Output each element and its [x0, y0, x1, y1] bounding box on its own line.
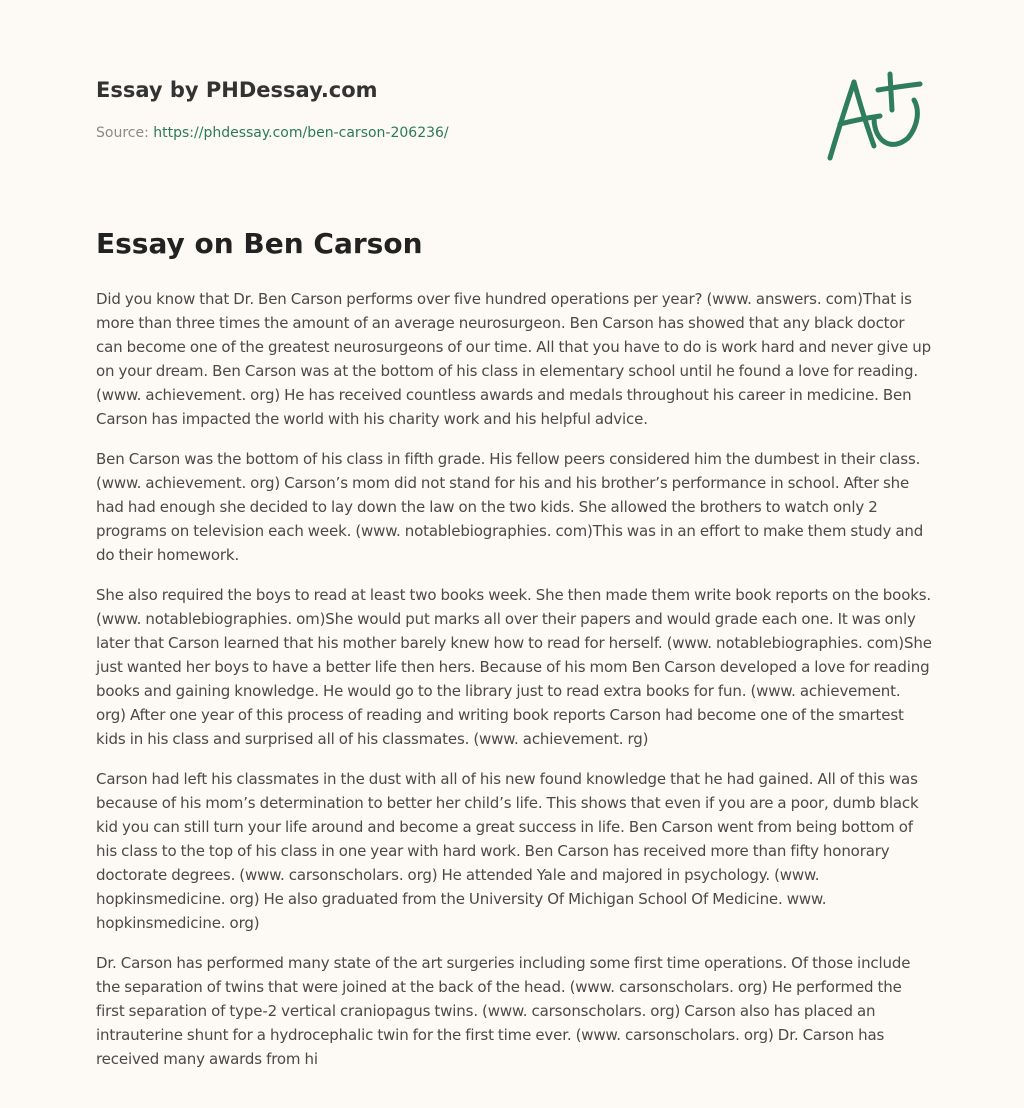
source-label: Source: [96, 125, 154, 141]
essay-paragraph: Dr. Carson has performed many state of the art surgeries including some first time operations. Of those include the separation of twins that were joined at the back of the head. (www. carsonscholars. org) He performed the first separation of type-2 vertical craniopagus twins. (www. carsonscholars. org) Carson also has placed an intrauterine shunt for a hydrocephalic twin for the first time ever. (www. carsonscholars. org) Dr. Carson has received many awards from hi [96, 954, 911, 1068]
source-line [96, 124, 796, 142]
essay-paragraph: Carson had left his classmates in the dust with all of his new found knowledge that he had gained. All of this was because of his mom’s determination to better her child’s life. This shows that even if you are a poor, dumb black kid you can still turn your life around and become a great success in life. Ben Carson went from being bottom of his class to the top of his class in one year with hard work. Ben Carson has received more than fifty honorary doctorate degrees. (www. carsonscholars. org) He attended Yale and majored in psychology. (www. hopkinsmedicine. org) He also graduated from the University Of Michigan School Of Medicine. www. hopkinsmedicine. org) [96, 770, 919, 932]
brand-title: Essay by PHDessay.com [96, 78, 378, 102]
source-link[interactable]: https://phdessay.com/ben-carson-206236/ [153, 125, 449, 141]
essay-paragraph: She also required the boys to read at least two books week. She then made them write book reports on the books. (www. notablebiographies. om)She would put marks all over their papers and would grade each one. It was only later that Carson learned that his mother barely knew how to read for herself. (www. notablebiographies. com)She just wanted her boys to have a better life then hers. Because of his mom Ben Carson developed a love for reading books and gaining knowledge. He would go to the library just to read extra books for fun. (www. achievement. org) After one year of this process of reading and writing book reports Carson had become one of the smartest kids in his class and surprised all of his classmates. (www. achievement. rg) [96, 586, 932, 748]
essay-title: Essay on Ben Carson [96, 227, 423, 260]
essay-body [96, 287, 932, 1087]
essay-paragraph: Did you know that Dr. Ben Carson performs over five hundred operations per year? (www. answers. com)That is more than three times the amount of an average neurosurgeon. Ben Carson has showed that any black doctor can become one of the greatest neurosurgeons of our time. All that you have to do is work hard and never give up on your dream. Ben Carson was at the bottom of his class in elementary school until he found a love for reading. (www. achievement. org) He has received countless awards and medals throughout his career in medicine. Ben Carson has impacted the world with his charity work and his helpful advice. [96, 290, 931, 428]
essay-paragraph: Ben Carson was the bottom of his class in fifth grade. His fellow peers considered him the dumbest in their class. (www. achievement. org) Carson’s mom did not stand for his and his brother’s performance in school. After she had had enough she decided to lay down the law on the two kids. She allowed the brothers to watch only 2 programs on television each week. (www. notablebiographies. com)This was in an effort to make them study and do their homework. [96, 450, 924, 564]
header [96, 76, 796, 142]
a-plus-logo-icon [820, 66, 930, 166]
